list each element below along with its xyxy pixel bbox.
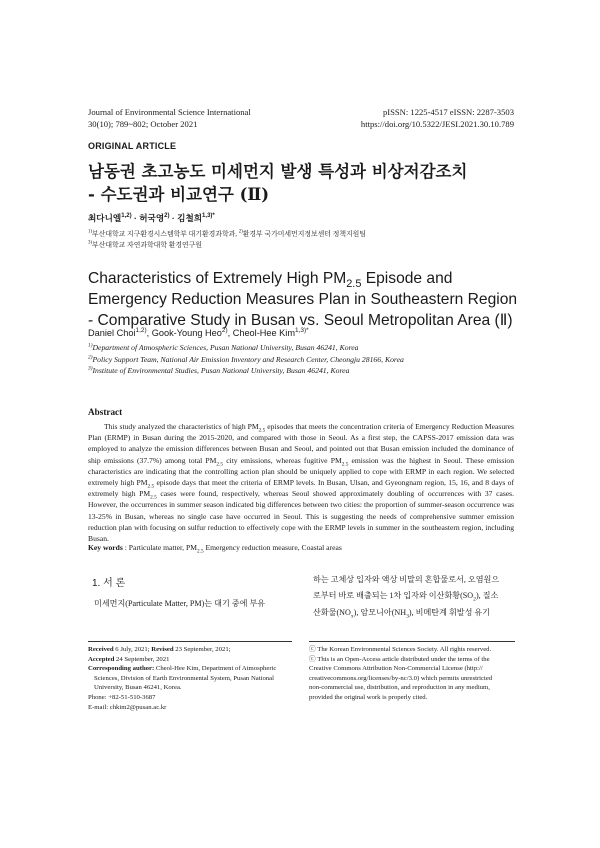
accepted-label: Accepted	[88, 655, 115, 663]
license-line: non-commercial use, distribution, and reproduction in any medium,	[309, 684, 490, 692]
abstract-text: episode days that meet the criteria of ERMP levels. In Busan, Ulsan, and Gyeongnam region, 15, 16, and 8 days of extremely high PM	[88, 478, 514, 499]
author-sep: ·	[169, 213, 178, 223]
title-sub: 2.5	[346, 278, 362, 291]
author-name: Gook-Young Heo	[151, 328, 222, 338]
english-title-line2: Emergency Reduction Measures Plan in Southeastern Region	[88, 291, 518, 308]
author-sup: 2)	[221, 326, 228, 334]
author-sup: 2)	[164, 213, 170, 220]
keywords-sub: 2.5	[196, 548, 204, 555]
affil-sup: 1)	[88, 342, 93, 349]
body-line	[313, 588, 516, 604]
license-line: provided the original work is properly cited.	[309, 693, 428, 701]
abstract-sub: 2.5	[216, 461, 224, 468]
korean-affil-line1	[88, 229, 366, 240]
revised-label: Revised	[151, 646, 174, 653]
abstract-body	[88, 421, 514, 544]
body-text: 로부터 바로 배출되는 1차 입자와 이산화황(SO	[313, 591, 474, 601]
author-sup: 1,2)	[135, 326, 147, 334]
author-name: Daniel Choi	[88, 328, 136, 338]
received-label: Received	[88, 646, 114, 653]
affil-text: Institute of Environmental Studies, Pusan National University, Busan 46241, Korea	[92, 366, 350, 375]
author-sup: 1,3)*	[295, 326, 309, 334]
abstract-text: city emissions, whereas fugitive PM	[223, 455, 342, 465]
corr-line2: Sciences, Division of Earth Environmental System, Pusan National	[94, 674, 274, 682]
author-name: 김철희	[177, 213, 203, 223]
footer-rule-left	[88, 641, 292, 642]
body-text: ), 암모니아(NH	[353, 607, 407, 617]
title-text: Characteristics of Extremely High PM	[88, 270, 347, 287]
affil-sup: 2)	[88, 353, 93, 360]
body-text: ), 질소	[475, 591, 499, 601]
issn: pISSN: 1225-4517 eISSN: 2287-3503	[382, 107, 514, 117]
body-sub: x	[350, 613, 354, 620]
korean-title-line1: 남동권 초고농도 미세먼지 발생 특성과 비상저감조치	[88, 162, 468, 181]
body-sub: 2	[473, 596, 476, 603]
body-sub: 3	[406, 613, 409, 620]
author-name: Cheol-Hee Kim	[232, 328, 295, 338]
abstract-heading: Abstract	[88, 407, 123, 417]
english-affil-line2	[88, 354, 404, 366]
copyright: ⓒ The Korean Environmental Sciences Society. All rights reserved.	[309, 646, 492, 653]
affil-text: 환경부 국가미세먼지정보센터 정책지원팀	[242, 231, 366, 238]
abstract-text: emission was the highest in Seoul. These emission characteristics are indicating that the controlling action plan should be uniquely applied to cope with ERMP in each region. We selected extremely high PM	[88, 455, 514, 488]
affil-text: 부산대학교 자연과학대학 환경연구원	[92, 242, 202, 249]
footer-left	[88, 645, 294, 712]
corr-label: Corresponding author:	[88, 665, 155, 673]
affil-text: 부산대학교 지구환경시스템학부 대기환경과학과,	[92, 231, 239, 238]
affil-text: Department of Atmospheric Sciences, Pusan National University, Busan 46241, Korea	[92, 343, 359, 352]
affil-sup: 3)	[88, 365, 93, 372]
author-name: 허국영	[139, 213, 165, 223]
english-affil-line1	[88, 342, 404, 354]
revised-date: 23 September, 2021;	[173, 646, 231, 653]
title-text: Episode and	[361, 270, 453, 287]
license-line: Creative Commons Attribution Non-Commercial License (http://	[309, 665, 483, 673]
author-sep: ,	[146, 328, 152, 338]
abstract-text: This study analyzed the characteristics of high PM	[104, 422, 259, 431]
abstract-sub: 2.5	[147, 483, 155, 490]
keywords-text: Emergency reduction measure, Coastal areas	[203, 543, 342, 552]
article-type: ORIGINAL ARTICLE	[88, 141, 177, 151]
english-title	[88, 268, 518, 331]
received-date: 6 July, 2021;	[113, 646, 152, 653]
korean-affiliations	[88, 229, 366, 251]
doi-link[interactable]: https://doi.org/10.5322/JESI.2021.30.10.789	[360, 119, 514, 129]
phone: Phone: +82-51-510-3687	[88, 693, 156, 701]
affil-sup: 1)	[88, 229, 93, 235]
email-link[interactable]: E-mail: chkim2@pusan.ac.kr	[88, 703, 167, 711]
english-authors	[88, 328, 309, 338]
abstract-sub: 2.5	[150, 494, 157, 501]
journal-header-left	[88, 106, 251, 130]
footer-right	[309, 645, 517, 703]
footer-rule-right	[309, 641, 515, 642]
author-sep: ·	[131, 213, 140, 223]
corr-line3: University, Busan 46241, Korea.	[94, 684, 182, 692]
accepted-line	[88, 655, 294, 665]
author-name: 최다니엘	[88, 213, 122, 223]
received-line	[88, 645, 294, 655]
body-text: 산화물(NO	[313, 607, 351, 617]
license-link[interactable]: creativecommons.org/licenses/by-nc/3.0) which permits unrestricted	[309, 674, 493, 682]
abstract-text: episodes that meets the concentration criteria of Emergency Reduction Measures Plan (ERMP) in Busan during the 2015-2020, and compared with those in Seoul. As a first step, the CAPSS-2017 emission data was employed to analyze the emission differences between Busan and Seoul, and pointed out that Busan emission included the dominance of ship emissions (37.7%) among total PM	[88, 422, 514, 465]
korean-authors	[88, 212, 215, 224]
english-affil-line3	[88, 365, 404, 377]
intro-left-column: 미세먼지(Particulate Matter, PM)는 대기 중에 부유	[94, 599, 266, 608]
author-sup: 1,2)	[121, 213, 132, 220]
keywords-text: : Particulate matter, PM	[122, 543, 197, 552]
abstract-sub: 2.5	[341, 461, 349, 468]
license-line: ⓒ This is an Open-Access article distributed under the terms of the	[309, 655, 490, 663]
accepted-date: 24 September, 2021	[114, 655, 170, 663]
keywords-label: Key words	[88, 543, 123, 552]
korean-title	[88, 160, 467, 206]
corr-text: Cheol-Hee Kim, Department of Atmospheric	[154, 665, 277, 673]
keywords	[88, 543, 514, 555]
affil-sup: 2)	[238, 229, 243, 235]
body-line	[313, 605, 516, 621]
body-line: 하는 고체상 입자와 액상 비말의 혼합물로서, 오염원으	[313, 575, 500, 584]
korean-title-line2: - 수도권과 비교연구 (Ⅱ)	[88, 185, 270, 204]
journal-name: Journal of Environmental Science International	[88, 107, 251, 117]
corr-line1	[88, 664, 294, 674]
body-text: ), 비메탄계 휘발성 유기	[408, 607, 491, 617]
affil-text: Policy Support Team, National Air Emission Inventory and Research Center, Cheongju 28166, Korea	[92, 354, 404, 364]
author-sep: ,	[227, 328, 233, 338]
english-title-line3: - Comparative Study in Busan vs. Seoul Metropolitan Area (Ⅱ)	[88, 312, 513, 329]
korean-affil-line2	[88, 240, 366, 251]
section-heading-intro: 1. 서 론	[92, 578, 126, 589]
journal-header-right	[361, 106, 514, 130]
intro-right-column	[313, 572, 516, 621]
affil-sup: 3)	[88, 240, 93, 246]
author-sup: 1,3)*	[202, 213, 215, 220]
english-affiliations	[88, 342, 404, 377]
volume-info: 30(10); 789~802; October 2021	[88, 119, 198, 129]
english-title-line1	[88, 268, 518, 289]
abstract-sub: 2.5	[258, 427, 266, 434]
abstract-text: cases were found, respectively, whereas Seoul showed approximately doubling of occurrences with 37 cases. However, the occurrences in summer season indicated big differences between two cities: the proportion of summer-season occurrence was 13-25% in Busan, whereas no single case have occurred in Seoul. This is suggesting the needs of comprehensive summer emission reduction plan with focusing on sulfur reduction to effectively cope with the ERMP levels in summer in the southeastern region, including Busan.	[88, 489, 515, 544]
